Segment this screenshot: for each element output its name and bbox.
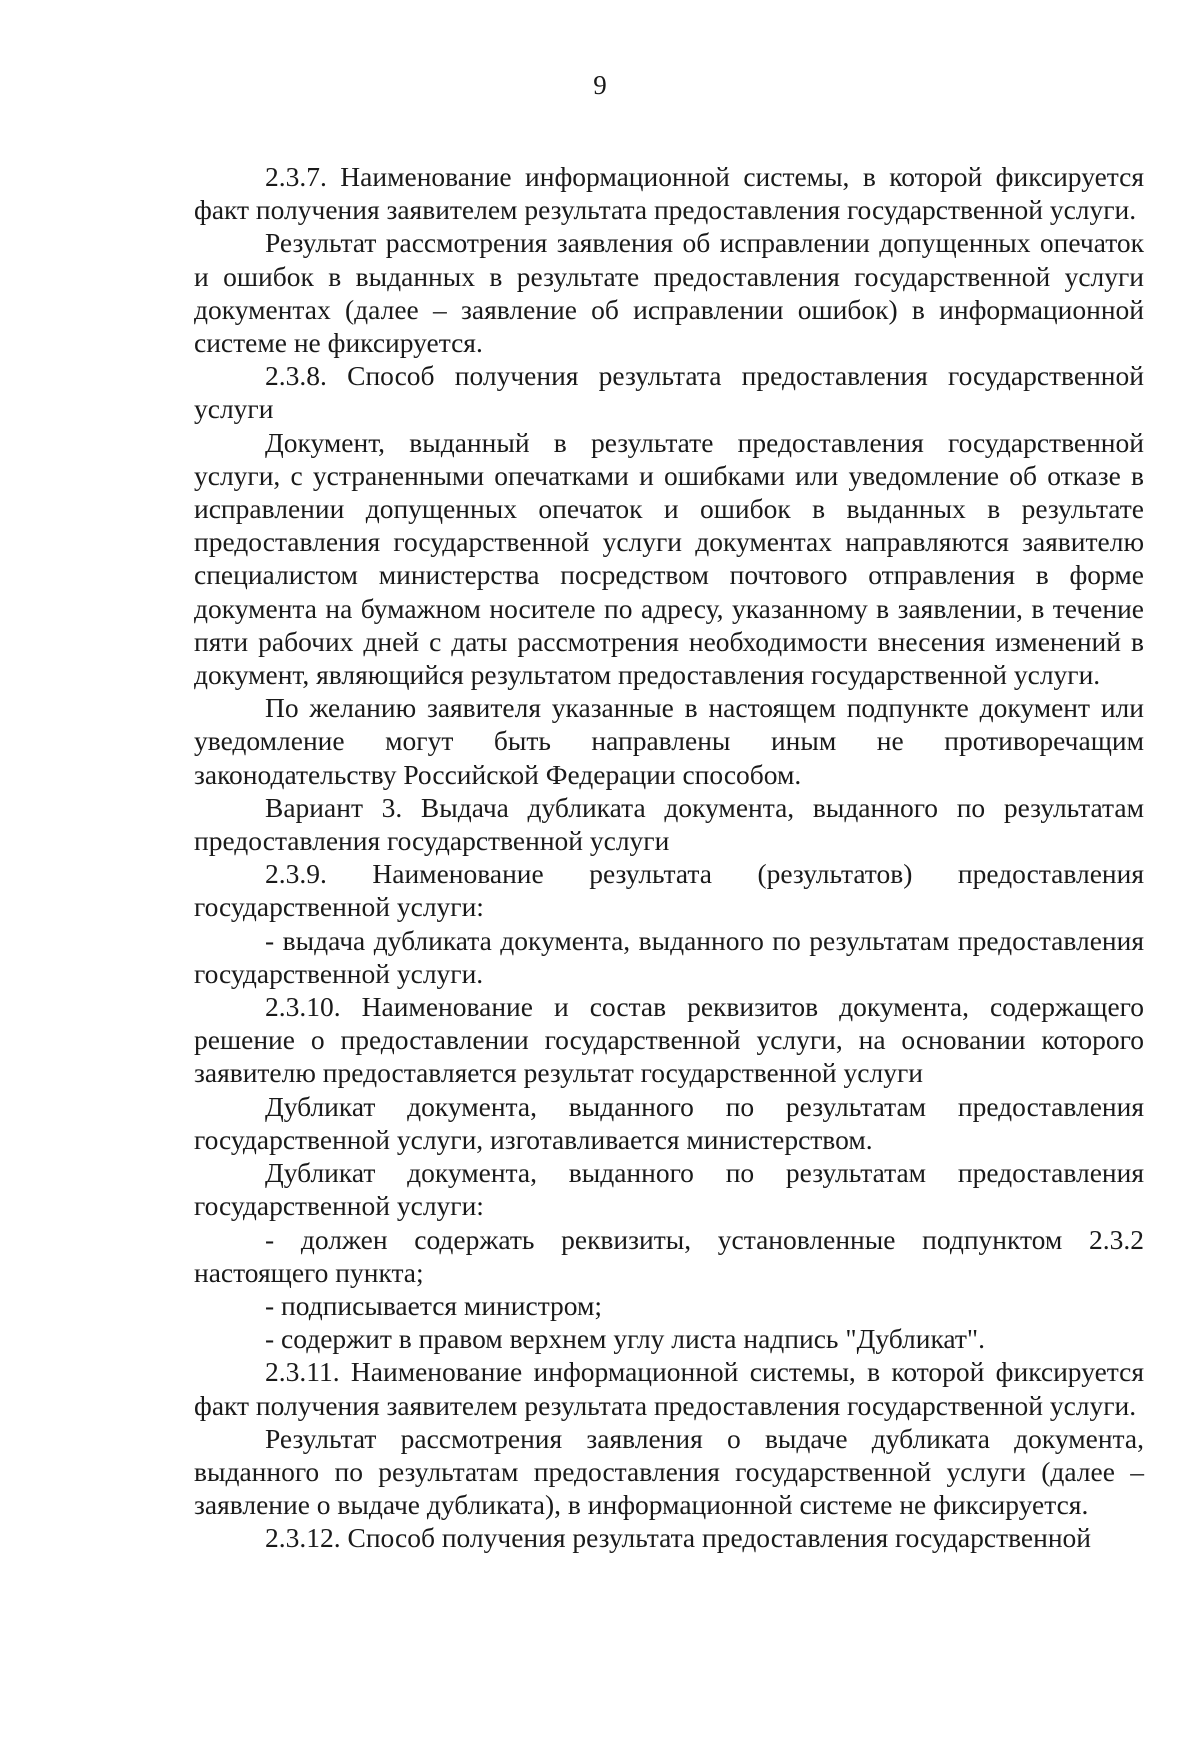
- paragraph-2-3-8-heading: 2.3.8. Способ получения результата предоставления государственной услуги: [194, 360, 1144, 425]
- page-number: 9: [593, 70, 607, 100]
- paragraph-variant-3: Вариант 3. Выдача дубликата документа, выданного по результатам предоставления государственной услуги: [194, 791, 1144, 857]
- paragraph-applicant-wish: По желанию заявителя указанные в настоящем подпункте документ или уведомление могут быть направлены иным не противоречащим законодательству Российской Федерации способом.: [194, 692, 1144, 790]
- paragraph-2-3-8-text: Документ, выданный в результате предоставления государственной услуги, с устраненными опечатками и ошибками или уведомление об отказе в исправлении допущенных опечаток и ошибок в выданных в результате предоставления государственной услуги документах направляются заявителю специалистом министерства посредством почтового отправления в форме документа на бумажном носителе по адресу, указанному в заявлении, в течение пяти рабочих дней с даты рассмотрения необходимости внесения изменений в документ, являющийся результатом предоставления государственной услуги.: [194, 426, 1144, 691]
- paragraph-2-3-12-heading: 2.3.12. Способ получения результата предоставления государственной: [265, 1522, 1092, 1554]
- paragraph-2-3-11-text: Результат рассмотрения заявления о выдаче дубликата документа, выданного по результатам предоставления государственной услуги (далее – заявление о выдаче дубликата), в информационной системе не фиксируется.: [194, 1422, 1144, 1521]
- paragraph-2-3-7-heading: 2.3.7. Наименование информационной системы, в которой фиксируется факт получения заявителем результата предоставления государственной услуги.: [194, 161, 1144, 226]
- paragraph-2-3-9-heading: 2.3.9. Наименование результата (результатов) предоставления государственной услуги:: [194, 858, 1144, 923]
- list-item-signed: - подписывается министром;: [265, 1289, 603, 1321]
- paragraph-duplicate-requirements: Дубликат документа, выданного по результатам предоставления государственной услуги:: [194, 1157, 1144, 1222]
- list-item-duplicate-issue: - выдача дубликата документа, выданного по результатам предоставления государственной услуги.: [194, 924, 1144, 989]
- list-item-requisites: - должен содержать реквизиты, установленные подпунктом 2.3.2 настоящего пункта;: [194, 1223, 1144, 1288]
- list-item-duplicate-mark: - содержит в правом верхнем углу листа надпись "Дубликат".: [265, 1323, 986, 1355]
- paragraph-2-3-11-heading: 2.3.11. Наименование информационной системы, в которой фиксируется факт получения заявителем результата предоставления государственной услуги.: [194, 1356, 1144, 1421]
- paragraph-2-3-7-text: Результат рассмотрения заявления об исправлении допущенных опечаток и ошибок в выданных в результате предоставления государственной услуги документах (далее – заявление об исправлении ошибок) в информационной системе не фиксируется.: [194, 227, 1144, 359]
- paragraph-2-3-10-heading: 2.3.10. Наименование и состав реквизитов документа, содержащего решение о предоставлении государственной услуги, на основании которого заявителю предоставляется результат государственной услуги: [194, 991, 1144, 1089]
- paragraph-duplicate-made: Дубликат документа, выданного по результатам предоставления государственной услуги, изготавливается министерством.: [194, 1090, 1144, 1155]
- document-body: [194, 160, 1144, 1555]
